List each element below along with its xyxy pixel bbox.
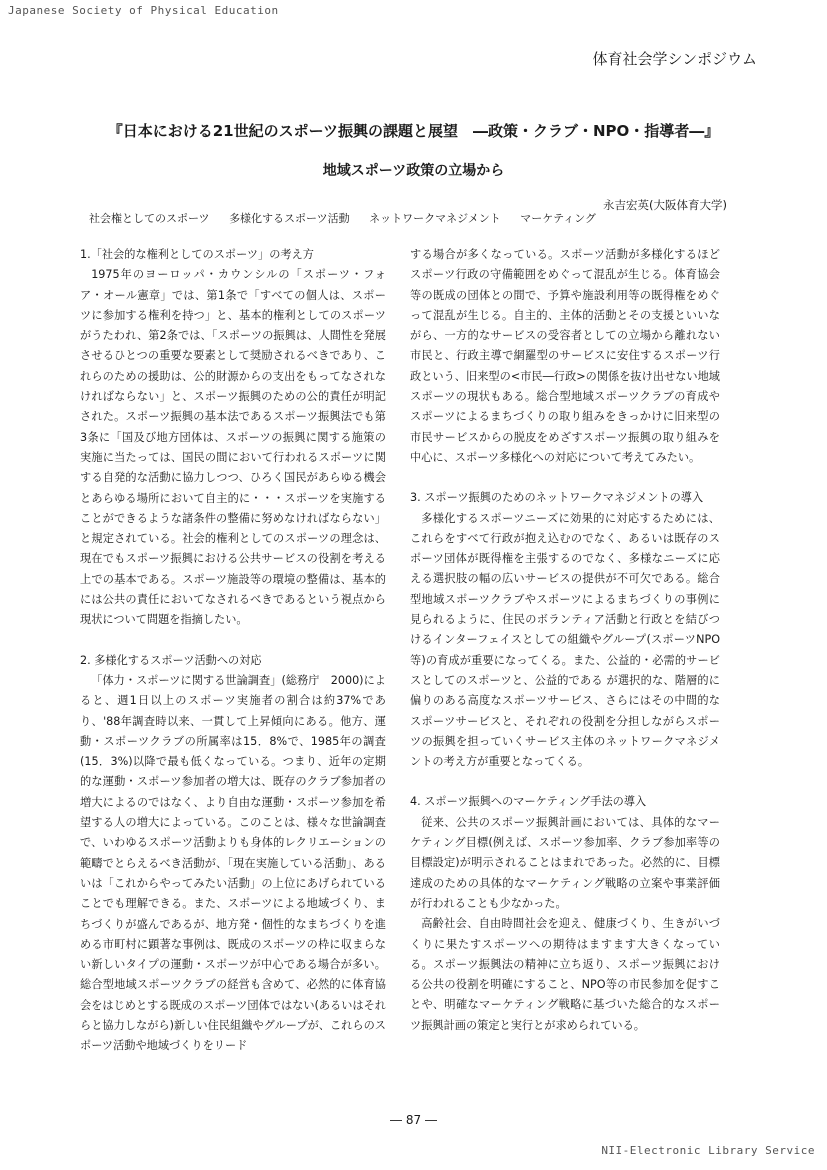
- section-heading: 4. スポーツ振興へのマーケティング手法の導入: [410, 795, 647, 809]
- site-header: Japanese Society of Physical Education: [8, 4, 279, 17]
- page-number: ― 87 ―: [390, 1113, 437, 1127]
- paragraph: 「体力・スポーツに関する世論調査」(総務庁 2000)によると、週1日以上のスポーツ実施者の割合は約37%であり、'88年調査時以来、一貫して上昇傾向にある。他方、運動・スポーツクラブの所属率は15．8%で、1985年の調査(15．3%)以降で最も低くなっている。つまり、近年の定期的な運動・スポーツ参加者の増大は、既存のクラブ参加者の増大によるのではなく、より自由な運動・スポーツ参加を希望する人の増大によっている。このことは、様々な世論調査で、いわゆるスポーツ活動よりも身体的レクリエーションの範疇でとらえるべき活動が、「現在実施している活動」、あるいは「これからやってみたい活動」の上位にあげられていることでも理解できる。また、スポーツによる地域づくり、まちづくりが盛んであるが、地方発・個性的なまちづくりを進める市町村に顕著な事例は、既成のスポーツの枠に収まらない新しいタイプの運動・スポーツが中心である場合が多い。総合型地域スポーツクラブの経営も含めて、必然的に体育協会をはじめとする既成のスポーツ団体ではない(あるいはそれらと協力しながら)新しい住民組織やグループが、これらのスポーツ活動や地域づくりをリード: [80, 673, 386, 1053]
- paragraph: 高齢社会、自由時間社会を迎え、健康づくり、生きがいづくりに果たすスポーツへの期待はますます大きくなっている。スポーツ振興法の精神に立ち返り、スポーツ振興における公共の役割を明確にすること、NPO等の市民参加を促すことや、明確なマーケティング戦略に基づいた総合的なスポーツ振興計画の策定と実行とが求められている。: [410, 917, 720, 1032]
- paper-subtitle: 地域スポーツ政策の立場から: [322, 163, 505, 179]
- section-2: [80, 651, 386, 1057]
- section-label: 体育社会学シンポジウム: [592, 50, 757, 68]
- right-column: [410, 245, 720, 1056]
- keyword-list: [89, 210, 612, 226]
- paragraph: 従来、公共のスポーツ振興計画においては、具体的なマーケティング目標(例えば、スポーツ参加率、クラブ参加率等の目標設定)が明示されることはまれであった。必然的に、目標達成のための具体的なマーケティング戦略の立案や事業評価が行われることも少なかった。: [410, 815, 720, 910]
- keyword: 多様化するスポーツ活動: [229, 212, 350, 225]
- author-affiliation: 永吉宏英(大阪体育大学): [603, 198, 727, 212]
- section-3: [410, 488, 720, 772]
- section-heading: 1.「社会的な権利としてのスポーツ」の考え方: [80, 248, 314, 261]
- section-2-continued: [410, 245, 720, 468]
- section-heading: 2. 多様化するスポーツ活動への対応: [80, 653, 262, 667]
- paragraph: する場合が多くなっている。スポーツ活動が多様化するほどスポーツ行政の守備範囲をめぐって混乱が生じる。体育協会等の既成の団体との間で、予算や施設利用等の既得権をめぐって混乱が生じる。自主的、主体的活動とその支援といいながら、一方的なサービスの受容者としての立場から離れない市民と、行政主導で網羅型のサービスに安住するスポーツ行政という、旧来型の<市民―行政>の関係を抜け出せない地域スポーツの現状もある。総合型地域スポーツクラブの育成やスポーツによるまちづくりの取り組みをきっかけに旧来型の市民サービスからの脱皮をめざすスポーツ振興の取り組みを中心に、スポーツ多様化への対応について考えてみたい。: [410, 248, 720, 464]
- keyword: 社会権としてのスポーツ: [89, 212, 210, 225]
- library-service-footer: NII-Electronic Library Service: [601, 1144, 815, 1157]
- left-column: [80, 245, 386, 1077]
- keyword: ネットワークマネジメント: [369, 212, 501, 225]
- section-4: [410, 792, 720, 1036]
- section-1: [80, 245, 386, 631]
- paragraph: 多様化するスポーツニーズに効果的に対応するためには、これらをすべて行政が抱え込むのでなく、あるいは既存のスポーツ団体が既得権を主張するのでなく、多様なニーズに応える選択肢の幅の広いサービスの提供が不可欠である。総合型地域スポーツクラブやスポーツによるまちづくりの事例に見られるように、住民のボランティア活動と行政とを結びつけるインターフェイスとしての組織やグループ(スポーツNPO等)の育成が重要になってくる。また、公益的・必需的サービスとしてのスポーツと、公益的である が選択的な、階層的に偏りのある高度なスポーツサービス、さらにはその中間的なスポーツサービスと、それぞれの役割を分担しながらスポーツの振興を担っていくサービス主体のネットワークマネジメントの考え方が重要となってくる。: [410, 511, 720, 769]
- paper-title: 『日本における21世紀のスポーツ振興の課題と展望 ―政策・クラブ・NPO・指導者―』: [107, 122, 720, 140]
- keyword: マーケティング: [520, 212, 596, 225]
- paragraph: 1975年のヨーロッパ・カウンシルの「スポーツ・フォア・オール憲章」では、第1条で「すべての個人は、スポーツに参加する権利を持つ」と、基本的権利としてのスポーツがうたわれ、第2条では、「スポーツの振興は、人間性を発展させるひとつの重要な要素として奨励されるべきであり、これらのための援助は、公的財源からの支出をもってなされなければならない」と、スポーツ振興のための公的責任が明記された。スポーツ振興の基本法であるスポーツ振興法でも第3条に「国及び地方団体は、スポーツの振興に関する施策の実施に当たっては、国民の間において行われるスポーツに関する自発的な活動に協力しつつ、ひろく国民があらゆる機会とあらゆる場所において自主的に・・・スポーツを実施することができるような諸条件の整備に努めなければならない」と規定されている。社会的権利としてのスポーツの理念は、現在でもスポーツ振興における公共サービスの役割を考える上での基本である。スポーツ施設等の環境の整備は、基本的には公共の責任においてなされるべきであるという視点から現状について問題を指摘したい。: [80, 268, 386, 627]
- section-heading: 3. スポーツ振興のためのネットワークマネジメントの導入: [410, 491, 704, 505]
